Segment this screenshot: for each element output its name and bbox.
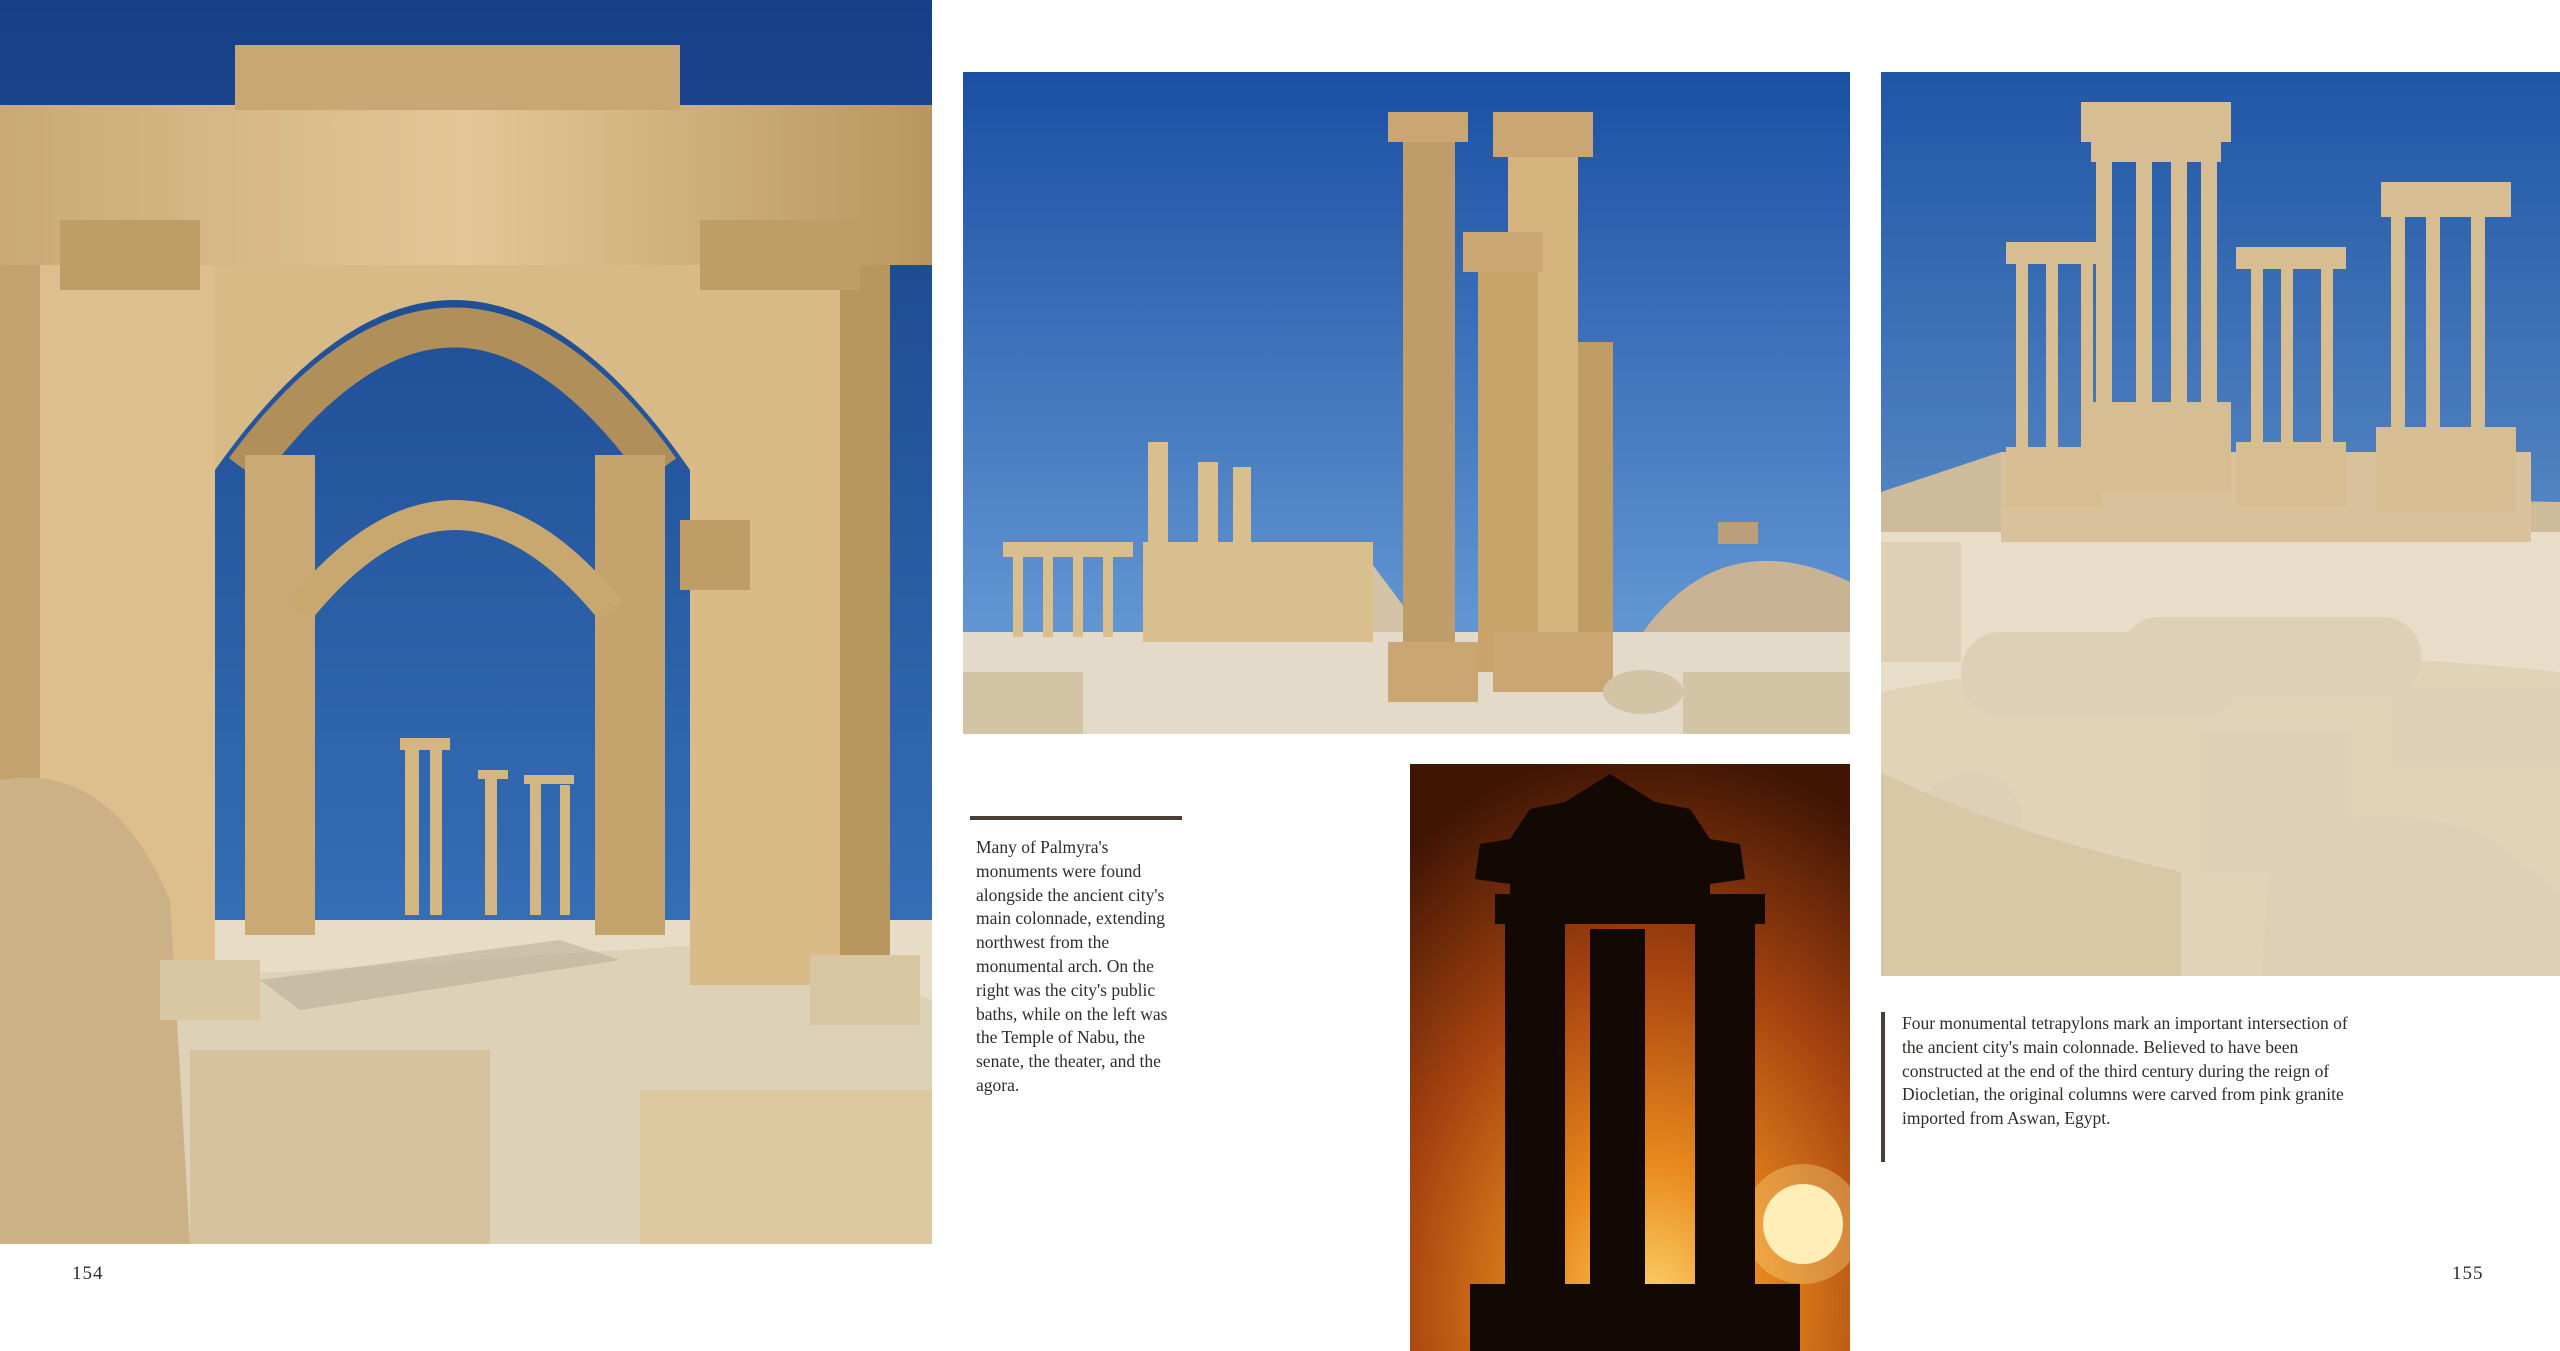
caption-colonnade <box>970 816 1182 1098</box>
tetrapylon-photo <box>1881 72 2560 976</box>
tetrapylon-sunset-silhouette-image <box>1410 764 1850 1351</box>
tetrapylon-image <box>1881 72 2560 976</box>
caption-tetrapylons <box>1881 1012 2372 1162</box>
monumental-arch-photo <box>0 0 932 1244</box>
main-colonnade-photo <box>963 72 1850 734</box>
monumental-arch-image <box>0 0 932 1244</box>
main-colonnade-image <box>963 72 1850 734</box>
tetrapylon-sunset-silhouette-photo <box>1410 764 1850 1351</box>
page-number-left: 154 <box>72 1263 104 1284</box>
caption-colonnade-text: Many of Palmyra's monuments were found alongside the ancient city's main colonnade, extending northwest from the monumental arch. On the right was the city's public baths, while on the left was the Temple of Nabu, the senate, the theater, and the agora. <box>976 837 1168 1095</box>
page-number-right: 155 <box>2452 1263 2484 1284</box>
caption-tetrapylons-text: Four monumental tetrapylons mark an important intersection of the ancient city's main colonnade. Believed to have been constructed at the end of the third century during the reign of Diocletian, the original columns were carved from pink granite imported from Aswan, Egypt. <box>1902 1013 2348 1129</box>
